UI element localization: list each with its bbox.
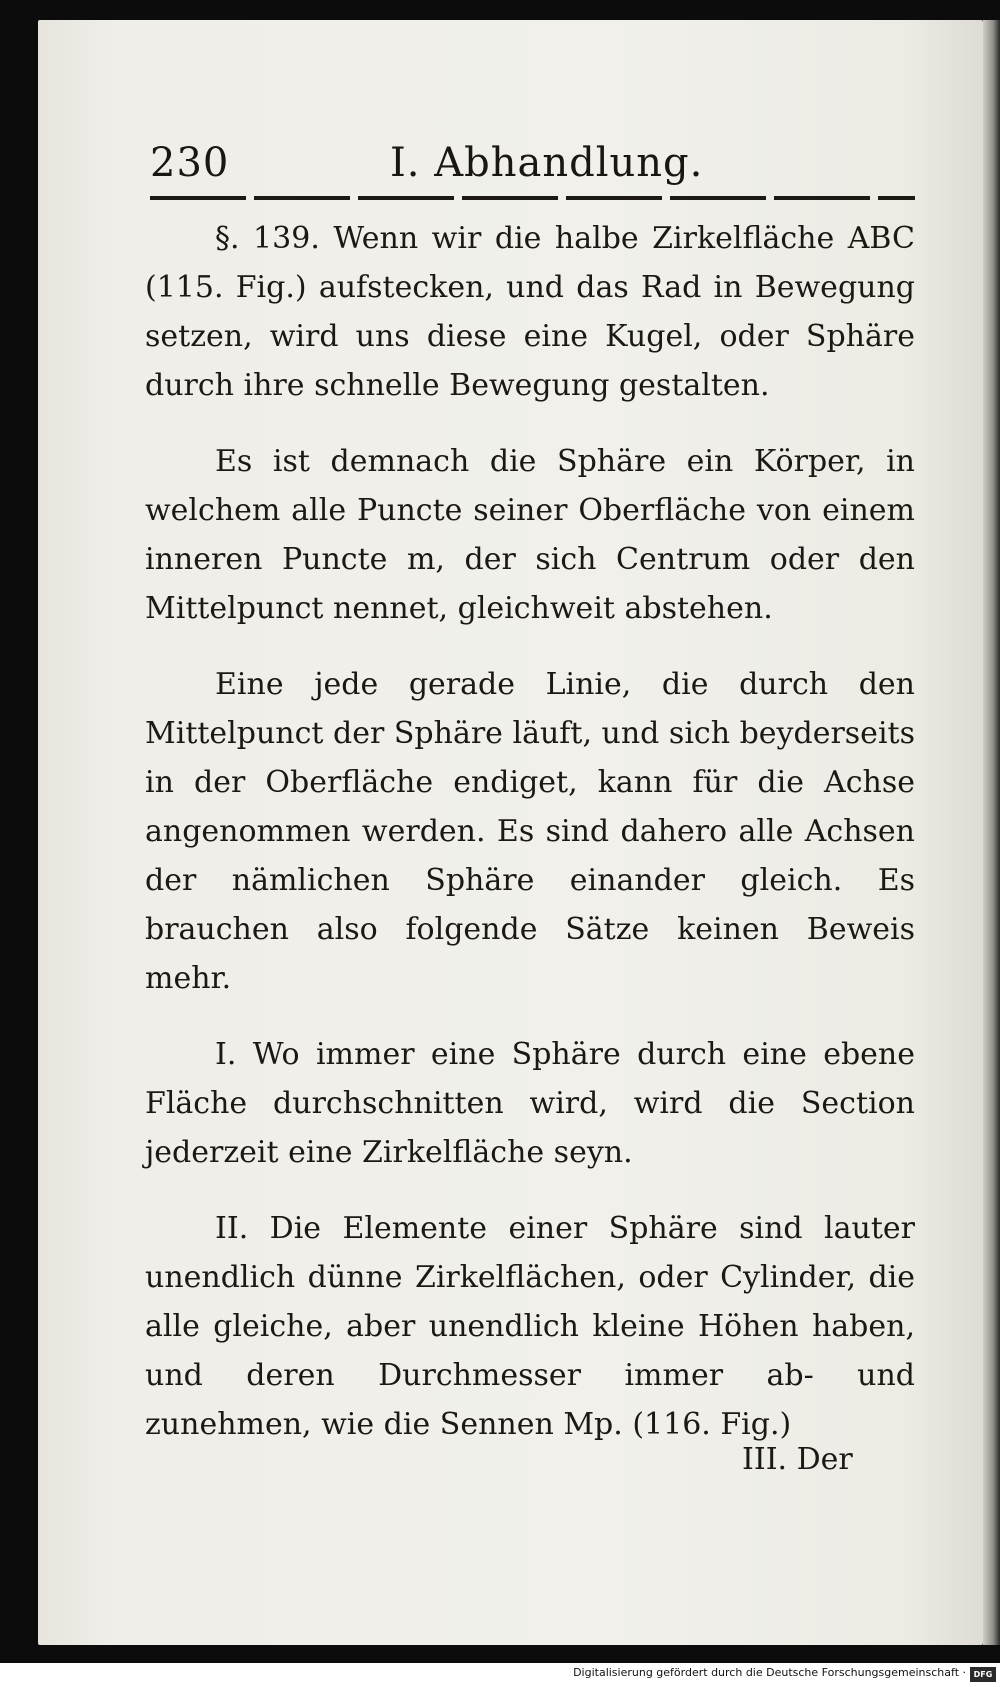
paragraph: §. 139. Wenn wir die halbe Zirkelfläche ABC (115. Fig.) aufstecken, und das Rad in Bewegung setzen, wird uns diese eine Kugel, oder Sphäre durch ihre schnelle Bewegung gestalten.	[145, 221, 915, 403]
page-number: 230	[150, 140, 230, 186]
paragraph: Eine jede gerade Linie, die durch den Mittelpunct der Sphäre läuft, und sich beyderseits in der Oberfläche endiget, kann für die Achse angenommen werden. Es sind dahero alle Achsen der nämlichen Sphäre einander gleich. Es brauchen also folgende Sätze keinen Beweis mehr.	[145, 667, 915, 996]
dfg-logo: DFG	[970, 1667, 996, 1682]
digitization-credit: Digitalisierung gefördert durch die Deutsche Forschungsgemeinschaft ·	[573, 1666, 966, 1679]
header-rule	[150, 196, 915, 200]
footer-bar	[0, 1663, 1000, 1687]
catchword: III. Der	[742, 1442, 853, 1477]
paragraph: Es ist demnach die Sphäre ein Körper, in welchem alle Puncte seiner Oberfläche von einem inneren Puncte m, der sich Centrum oder den Mittelpunct nennet, gleichweit abstehen.	[145, 444, 915, 626]
running-head: I. Abhandlung.	[390, 140, 704, 186]
page-header	[150, 140, 920, 190]
paragraph: II. Die Elemente einer Sphäre sind lauter unendlich dünne Zirkelflächen, oder Cylinder, die alle gleiche, aber unendlich kleine Höhen haben, und deren Durchmesser immer ab- und zunehmen, wie die Sennen Mp. (116. Fig.)	[145, 1211, 915, 1442]
page-edge	[983, 20, 1000, 1645]
body-text	[145, 214, 915, 1476]
paragraph: I. Wo immer eine Sphäre durch eine ebene Fläche durchschnitten wird, wird die Section jederzeit eine Zirkelfläche seyn.	[145, 1037, 915, 1170]
